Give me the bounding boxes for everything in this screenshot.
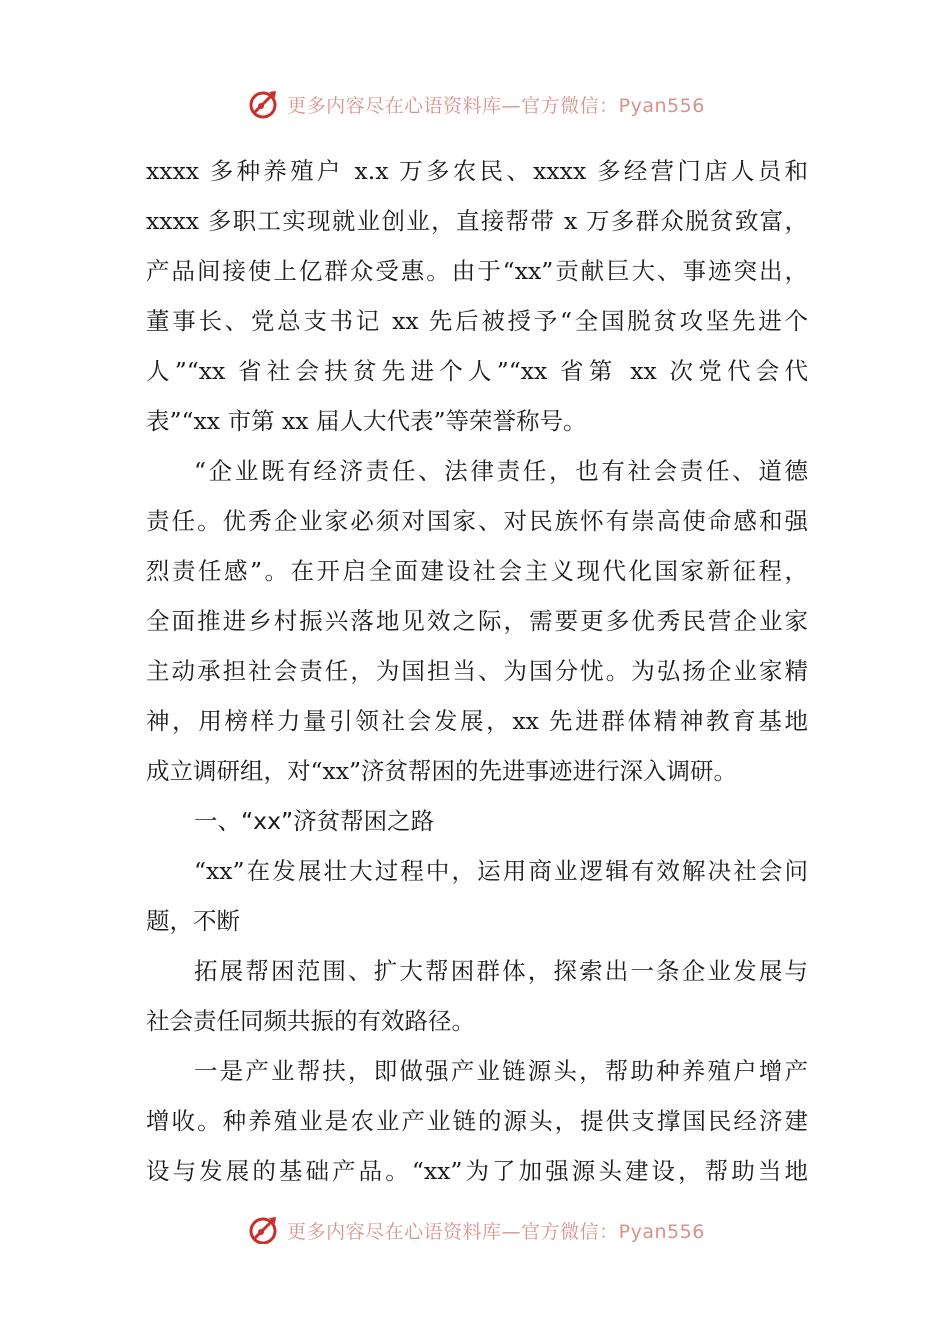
text-line: 一是产业帮扶，即做强产业链源头，帮助种养殖户增产 xyxy=(194,1057,808,1085)
footer-watermark-text: 更多内容尽在心语资料库—官方微信：Pyan556 xyxy=(287,1220,705,1243)
footer-watermark xyxy=(0,1204,950,1244)
text-line: 拓展帮困范围、扩大帮困群体，探索出一条企业发展与 xyxy=(194,957,808,985)
text-line: 题，不断 xyxy=(146,907,240,935)
text-line: 主动承担社会责任，为国担当、为国分忧。为弘扬企业家精 xyxy=(146,657,808,685)
text-line: xxxx 多种养殖户 x.x 万多农民、xxxx 多经营门店人员和 xyxy=(146,157,808,185)
header-watermark xyxy=(0,84,950,124)
section-heading: 一、“xx”济贫帮困之路 xyxy=(194,807,435,835)
text-line: 增收。种养殖业是农业产业链的源头，提供支撑国民经济建 xyxy=(146,1107,808,1135)
text-line: 全面推进乡村振兴落地见效之际，需要更多优秀民营企业家 xyxy=(146,607,808,635)
text-line: 产品间接使上亿群众受惠。由于“xx”贡献巨大、事迹突出， xyxy=(146,257,808,285)
logo-icon xyxy=(245,1212,281,1244)
text-line: 表”“xx 市第 xx 届人大代表”等荣誉称号。 xyxy=(146,407,587,435)
text-line: 社会责任同频共振的有效路径。 xyxy=(146,1007,475,1035)
text-line: 设与发展的基础产品。“xx”为了加强源头建设，帮助当地 xyxy=(146,1157,808,1185)
header-watermark-text: 更多内容尽在心语资料库—官方微信：Pyan556 xyxy=(287,94,705,117)
text-line: xxxx 多职工实现就业创业，直接帮带 x 万多群众脱贫致富， xyxy=(146,207,808,235)
text-line: 烈责任感”。在开启全面建设社会主义现代化国家新征程， xyxy=(146,557,808,585)
text-line: 责任。优秀企业家必须对国家、对民族怀有崇高使命感和强 xyxy=(146,507,808,535)
text-line: 董事长、党总支书记 xx 先后被授予“全国脱贫攻坚先进个 xyxy=(146,307,808,335)
text-line: “企业既有经济责任、法律责任，也有社会责任、道德 xyxy=(194,457,808,485)
text-line: 神，用榜样力量引领社会发展，xx 先进群体精神教育基地 xyxy=(146,707,808,735)
text-line: 成立调研组，对“xx”济贫帮困的先进事迹进行深入调研。 xyxy=(146,757,738,785)
document-body xyxy=(146,146,808,1196)
logo-icon xyxy=(245,86,281,122)
text-line: “xx”在发展壮大过程中，运用商业逻辑有效解决社会问 xyxy=(194,857,808,885)
text-line: 人”“xx 省社会扶贫先进个人”“xx 省第 xx 次党代会代 xyxy=(146,357,808,385)
